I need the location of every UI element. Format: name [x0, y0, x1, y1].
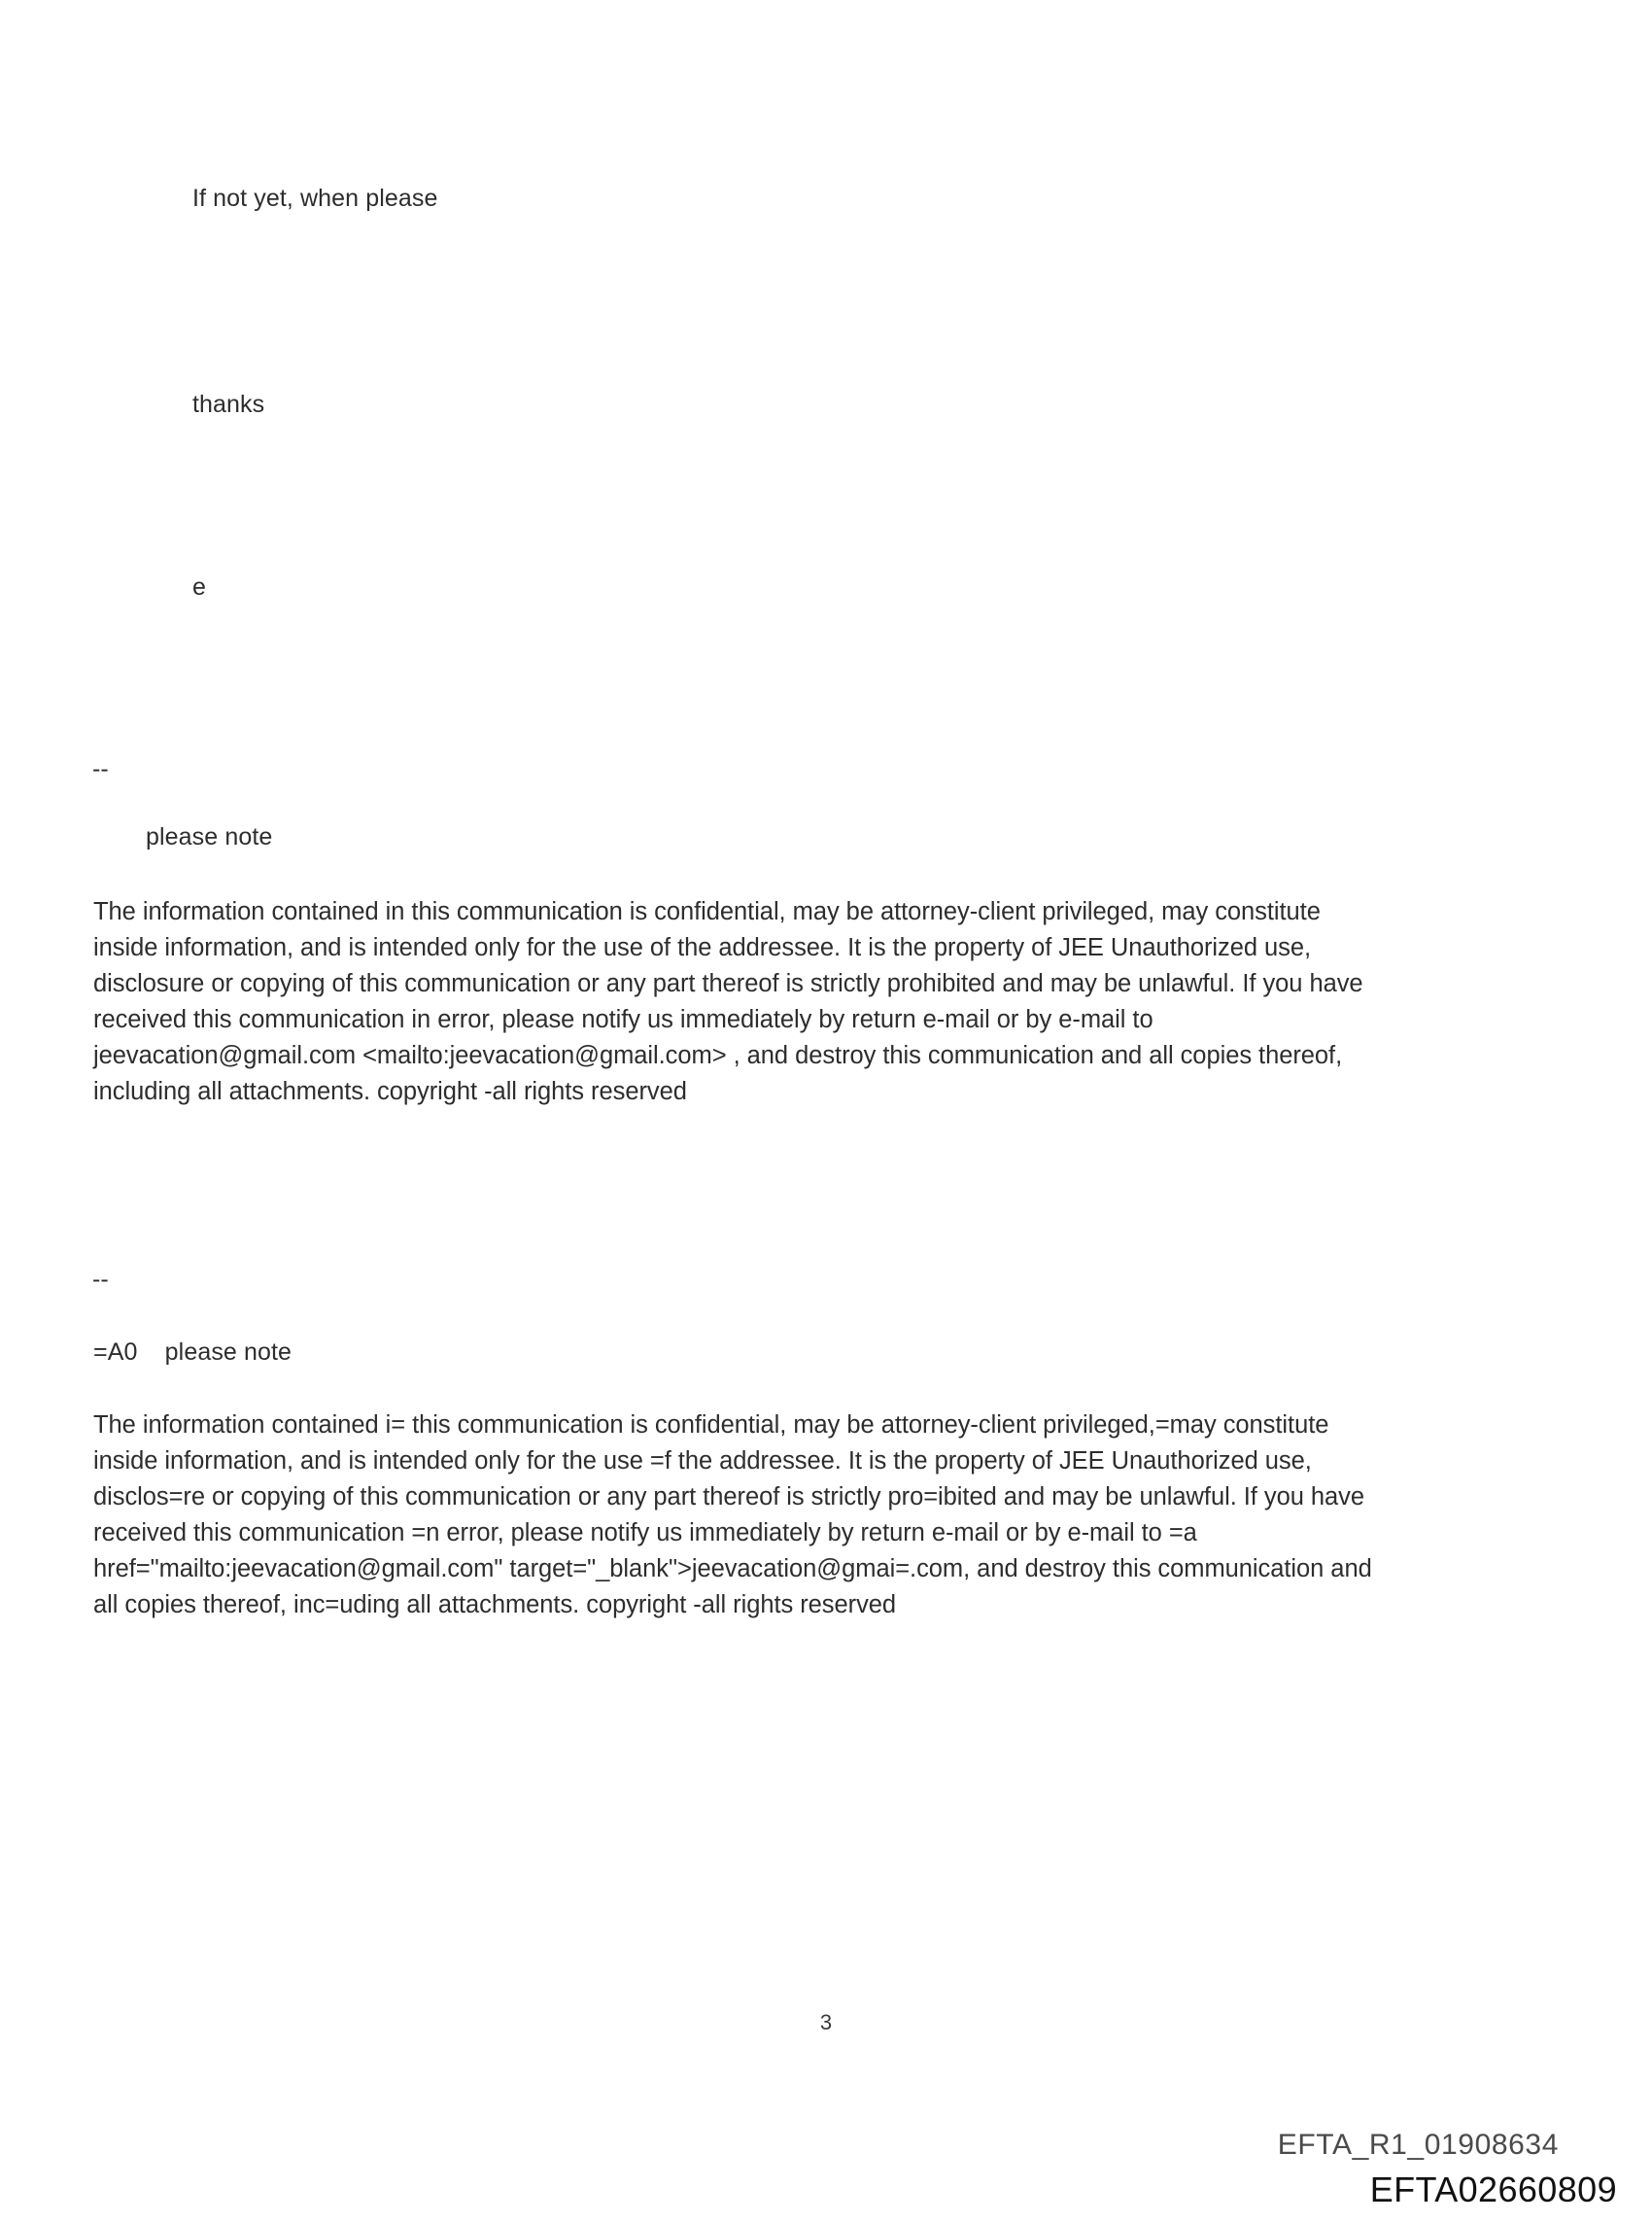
signature-separator-1: --: [92, 755, 109, 782]
please-note-heading-2: =A0 please note: [93, 1338, 293, 1366]
bates-number-stamp: EFTA02660809: [1369, 2170, 1617, 2209]
notice-1-line-6: including all attachments. copyright -all rights reserved: [93, 1078, 687, 1105]
confidentiality-notice-1: [93, 894, 1551, 1110]
notice-2-line-2: inside information, and is intended only for the use =f the addressee. It is the property of JEE Unauthorized use,: [93, 1447, 1312, 1475]
notice-1-line-2: inside information, and is intended only for the use of the addressee. It is the property of JEE Unauthorized use,: [93, 934, 1312, 961]
notice-2-line-3: disclos=re or copying of this communication or any part thereof is strictly pro=ibited and may be unlawful. If you have: [93, 1483, 1364, 1510]
notice-1-line-5-email: jeevacation@gmail.com <mailto:jeevacation@gmail.com> , and destroy this communication and all copies thereof,: [93, 1042, 1343, 1069]
signature-separator-2: --: [92, 1266, 109, 1293]
page-number: 3: [819, 2010, 833, 2034]
message-line-1: If not yet, when please: [192, 185, 438, 212]
message-line-thanks: thanks: [192, 391, 265, 418]
confidentiality-notice-2: [93, 1407, 1551, 1623]
notice-2-line-1: The information contained i= this communication is confidential, may be attorney-client privileged,=may constitute: [93, 1411, 1329, 1439]
message-line-signature-initial: e: [192, 573, 207, 601]
notice-2-line-6: all copies thereof, inc=uding all attachments. copyright -all rights reserved: [93, 1591, 897, 1618]
notice-1-line-4: received this communication in error, please notify us immediately by return e-mail or by e-mail to: [93, 1006, 1153, 1033]
notice-2-line-4: received this communication =n error, please notify us immediately by return e-mail or by e-mail to =a: [93, 1519, 1197, 1546]
please-note-heading-1: please note: [146, 823, 273, 851]
notice-1-line-3: disclosure or copying of this communication or any part thereof is strictly prohibited and may be unlawful. If you have: [93, 970, 1363, 997]
notice-2-line-5-html-anchor: href="mailto:jeevacation@gmail.com" target="_blank">jeevacation@gmai=.com, and destroy this communication and: [93, 1555, 1372, 1582]
notice-1-line-1: The information contained in this communication is confidential, may be attorney-client privileged, may constitute: [93, 898, 1321, 925]
production-id-stamp: EFTA_R1_01908634: [1277, 2129, 1559, 2161]
